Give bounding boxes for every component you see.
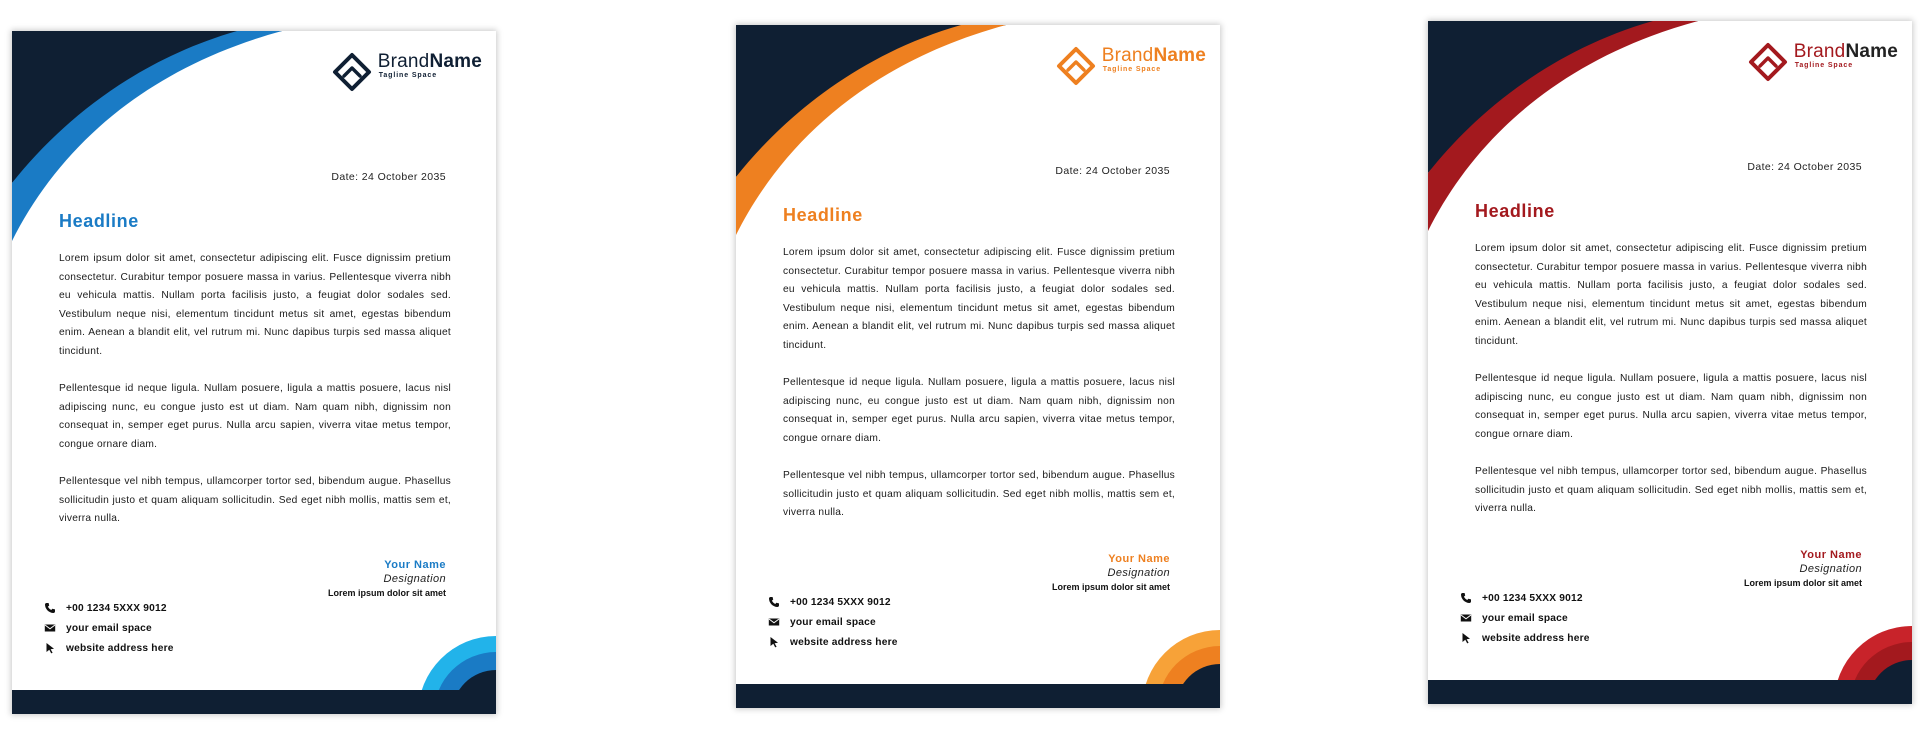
contact-website (44, 638, 174, 658)
signature-block (1052, 552, 1170, 594)
cursor-icon (1460, 632, 1472, 644)
letter-date: Date: 24 October 2035 (1747, 161, 1862, 173)
contact-list (768, 592, 898, 652)
contact-text: website address here (790, 636, 898, 648)
contact-list (1460, 588, 1590, 648)
contact-phone (768, 592, 898, 612)
contact-list (44, 598, 174, 658)
contact-text: +00 1234 5XXX 9012 (1482, 592, 1583, 604)
footer-navy-band (1428, 680, 1912, 704)
body-paragraph: Pellentesque vel nibh tempus, ullamcorper tortor sed, bibendum augue. Phasellus sollicitudin justo et quam aliquam sollicitudin. Sed eget nibh mollis, mattis sem et, viverra nulla. (1475, 466, 1867, 515)
contact-text: website address here (1482, 632, 1590, 644)
contact-email (1460, 608, 1590, 628)
letterhead-red (1428, 21, 1912, 704)
headline: Headline (59, 211, 139, 231)
contact-text: your email space (790, 616, 876, 628)
signer-designation: Designation (1799, 563, 1862, 575)
letter-date: Date: 24 October 2035 (331, 171, 446, 183)
brand-tagline: Tagline Space (378, 72, 437, 79)
diamond-house-icon (332, 52, 372, 92)
phone-icon (768, 596, 780, 608)
brand-tagline: Tagline Space (1102, 66, 1161, 73)
contact-text: +00 1234 5XXX 9012 (66, 602, 167, 614)
brand-logo (332, 51, 482, 92)
signer-line: Lorem ipsum dolor sit amet (1051, 582, 1170, 592)
headline: Headline (1475, 201, 1555, 221)
contact-email (44, 618, 174, 638)
body-paragraph: Pellentesque vel nibh tempus, ullamcorper tortor sed, bibendum augue. Phasellus sollicitudin justo et quam aliquam sollicitudin. Sed eget nibh mollis, mattis sem et, viverra nulla. (783, 470, 1175, 519)
letter-body (783, 244, 1175, 542)
contact-text: your email space (66, 622, 152, 634)
contact-phone (1460, 588, 1590, 608)
body-paragraph: Lorem ipsum dolor sit amet, consectetur adipiscing elit. Fusce dignissim pretium consectetur. Curabitur tempor posuere massa in varius. Pellentesque viverra nibh eu vehicula mattis. Nullam porta facilisis justo, a feugiat dolor sodales sed. Vestibulum neque nisi, elementum tincidunt metus sit amet, egestas bibendum enim. Aenean a blandit elit, vel rutrum mi. Nunc dapibus turpis sed massa aliquet tincidunt. (1475, 243, 1867, 347)
cursor-icon (44, 642, 56, 654)
body-paragraph: Pellentesque id neque ligula. Nullam posuere, ligula a mattis posuere, lacus nisl adipiscing nunc, eu congue justo est ut diam. Nam quam nibh, dignissim non consequat in, semper eget purus. Nulla arcu sapien, viverra vitae metus tempor, congue ornare diam. (1475, 373, 1867, 440)
envelope-icon (768, 616, 780, 628)
letter-body (59, 250, 451, 548)
contact-text: your email space (1482, 612, 1568, 624)
body-paragraph: Lorem ipsum dolor sit amet, consectetur adipiscing elit. Fusce dignissim pretium consectetur. Curabitur tempor posuere massa in varius. Pellentesque viverra nibh eu vehicula mattis. Nullam porta facilisis justo, a feugiat dolor sodales sed. Vestibulum neque nisi, elementum tincidunt metus sit amet, egestas bibendum enim. Aenean a blandit elit, vel rutrum mi. Nunc dapibus turpis sed massa aliquet tincidunt. (783, 247, 1175, 351)
letterhead-blue (12, 31, 496, 714)
envelope-icon (1460, 612, 1472, 624)
body-paragraph: Pellentesque id neque ligula. Nullam posuere, ligula a mattis posuere, lacus nisl adipiscing nunc, eu congue justo est ut diam. Nam quam nibh, dignissim non consequat in, semper eget purus. Nulla arcu sapien, viverra vitae metus tempor, congue ornare diam. (59, 383, 451, 450)
contact-phone (44, 598, 174, 618)
brand-logo (1056, 45, 1206, 86)
signer-designation: Designation (383, 573, 446, 585)
brand-name: BrandName (1793, 41, 1898, 62)
contact-text: website address here (66, 642, 174, 654)
phone-icon (1460, 592, 1472, 604)
footer-navy-band (736, 684, 1220, 708)
signer-designation: Designation (1107, 567, 1170, 579)
signer-name: Your Name (384, 559, 446, 571)
letter-body (1475, 240, 1867, 538)
footer-navy-band (12, 690, 496, 714)
signature-block (1744, 548, 1862, 590)
contact-website (768, 632, 898, 652)
brand-logo (1748, 41, 1898, 82)
phone-icon (44, 602, 56, 614)
brand-name: BrandName (1101, 45, 1206, 66)
headline: Headline (783, 205, 863, 225)
diamond-house-icon (1056, 46, 1096, 86)
signature-block (328, 558, 446, 600)
brand-name: BrandName (377, 51, 482, 72)
signer-name: Your Name (1108, 553, 1170, 565)
body-paragraph: Lorem ipsum dolor sit amet, consectetur adipiscing elit. Fusce dignissim pretium consectetur. Curabitur tempor posuere massa in varius. Pellentesque viverra nibh eu vehicula mattis. Nullam porta facilisis justo, a feugiat dolor sodales sed. Vestibulum neque nisi, elementum tincidunt metus sit amet, egestas bibendum enim. Aenean a blandit elit, vel rutrum mi. Nunc dapibus turpis sed massa aliquet tincidunt. (59, 253, 451, 357)
cursor-icon (768, 636, 780, 648)
diamond-house-icon (1748, 42, 1788, 82)
signer-name: Your Name (1800, 549, 1862, 561)
letter-date: Date: 24 October 2035 (1055, 165, 1170, 177)
signer-line: Lorem ipsum dolor sit amet (1743, 578, 1862, 588)
brand-tagline: Tagline Space (1794, 62, 1853, 69)
contact-website (1460, 628, 1590, 648)
letterhead-orange (736, 25, 1220, 708)
body-paragraph: Pellentesque vel nibh tempus, ullamcorper tortor sed, bibendum augue. Phasellus sollicitudin justo et quam aliquam sollicitudin. Sed eget nibh mollis, mattis sem et, viverra nulla. (59, 476, 451, 525)
envelope-icon (44, 622, 56, 634)
signer-line: Lorem ipsum dolor sit amet (327, 588, 446, 598)
body-paragraph: Pellentesque id neque ligula. Nullam posuere, ligula a mattis posuere, lacus nisl adipiscing nunc, eu congue justo est ut diam. Nam quam nibh, dignissim non consequat in, semper eget purus. Nulla arcu sapien, viverra vitae metus tempor, congue ornare diam. (783, 377, 1175, 444)
contact-email (768, 612, 898, 632)
contact-text: +00 1234 5XXX 9012 (790, 596, 891, 608)
